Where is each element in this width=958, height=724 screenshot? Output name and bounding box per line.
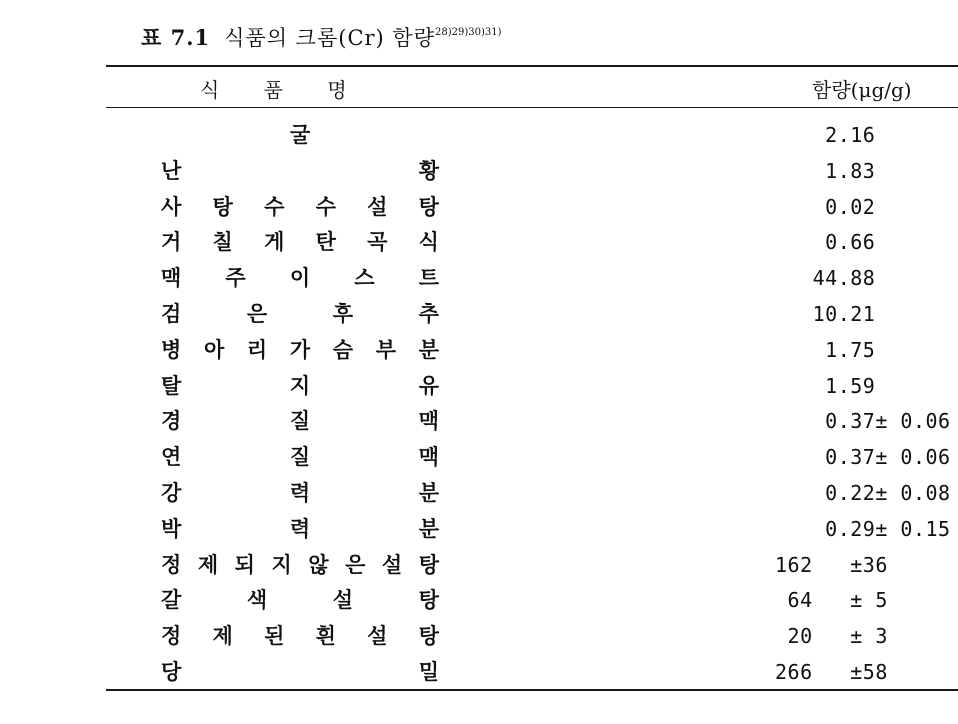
food-name-char: 이: [289, 265, 311, 291]
food-name-char: 트: [418, 265, 439, 291]
food-name-char: 분: [418, 515, 439, 541]
header-food-name: 식 품 명: [200, 78, 347, 102]
food-name-char: 설: [381, 551, 403, 577]
food-name-char: 흰: [315, 623, 336, 649]
food-name-char: 맥: [418, 408, 439, 434]
food-name: [161, 582, 439, 618]
reference-superscript: 28)29)30)31): [435, 27, 502, 38]
food-name-char: 력: [289, 480, 311, 505]
food-name: [230, 117, 370, 153]
food-name-char: 칠: [212, 229, 233, 255]
food-name-char: 박: [161, 515, 182, 541]
food-name-char: 밀: [418, 659, 439, 684]
food-name-char: 강: [161, 480, 182, 505]
content-value: 2.16: [775, 123, 876, 147]
table-row: [0, 547, 958, 583]
table-row: [0, 296, 958, 332]
food-name: [161, 403, 439, 439]
table-row: [0, 475, 958, 511]
food-name-char: 식: [418, 229, 439, 255]
food-name-char: 주: [225, 265, 246, 291]
food-name-char: 수: [315, 193, 336, 219]
table-row: [0, 439, 958, 475]
food-name: [161, 654, 439, 690]
table-row: [0, 403, 958, 439]
food-name-char: 않: [308, 551, 329, 577]
food-name-char: 굴: [289, 122, 311, 147]
table-row: [0, 117, 958, 153]
food-name: [161, 153, 439, 189]
food-name-char: 추: [418, 301, 439, 326]
food-name-char: 지: [271, 551, 292, 577]
food-name-char: 질: [289, 408, 311, 434]
food-name-char: 수: [264, 193, 285, 219]
food-name: [161, 618, 439, 654]
food-name-char: 사: [161, 193, 182, 219]
food-name: [161, 547, 439, 583]
content-value: 64 ± 5: [775, 588, 888, 613]
food-name-char: 게: [264, 229, 285, 255]
food-name: [161, 332, 439, 368]
food-name-char: 황: [418, 157, 439, 183]
table-row: [0, 654, 958, 690]
food-name-char: 아: [203, 336, 225, 362]
table-row: [0, 332, 958, 368]
food-name-char: 탕: [418, 551, 439, 577]
food-name-char: 탕: [418, 193, 439, 219]
food-name-char: 거: [161, 229, 182, 255]
food-name-char: 탕: [418, 587, 439, 613]
food-name-char: 곡: [367, 229, 388, 255]
food-name: [161, 224, 439, 260]
content-value: 0.02: [775, 194, 876, 219]
food-name-char: 설: [367, 623, 388, 649]
content-value: 20 ± 3: [775, 624, 888, 649]
food-name-char: 병: [161, 336, 182, 362]
table-caption: [141, 22, 502, 52]
food-name: [161, 260, 439, 296]
table-bottom-rule: [106, 689, 958, 691]
food-name-char: 질: [289, 444, 311, 470]
content-value: 1.59: [775, 373, 876, 398]
table-row: [0, 582, 958, 618]
food-name-char: 된: [264, 623, 285, 649]
content-value: 0.37± 0.06: [775, 409, 951, 434]
food-name-char: 탄: [315, 229, 336, 255]
content-value: 162 ±36: [775, 552, 888, 577]
table-number: 표 7.1: [141, 25, 211, 50]
food-name-char: 당: [161, 659, 182, 684]
content-value: 1.75: [775, 337, 876, 362]
table-row: [0, 511, 958, 547]
food-name-char: 검: [161, 301, 182, 326]
food-name-char: 탈: [161, 372, 182, 398]
content-value: 266 ±58: [775, 660, 888, 684]
table-row: [0, 260, 958, 296]
food-name-char: 제: [197, 551, 219, 577]
food-name-char: 부: [375, 336, 396, 362]
food-name-char: 색: [246, 587, 268, 613]
food-name-char: 슴: [332, 336, 354, 362]
food-name-char: 맥: [418, 444, 439, 470]
table-header-rule: [106, 107, 958, 108]
content-value: 44.88: [775, 266, 876, 291]
food-name-char: 되: [234, 551, 255, 577]
food-name-char: 지: [289, 372, 311, 398]
food-name-char: 경: [161, 408, 182, 434]
content-value: 0.37± 0.06: [775, 445, 951, 470]
food-name-char: 제: [212, 623, 233, 649]
food-name-char: 분: [418, 480, 439, 505]
food-name-char: 정: [161, 551, 182, 577]
food-name-char: 가: [289, 336, 311, 362]
food-name-char: 설: [367, 193, 388, 219]
food-name: [161, 511, 439, 547]
content-value: 0.66: [775, 230, 876, 255]
table-row: [0, 153, 958, 189]
food-name: [161, 189, 439, 225]
table-row: [0, 368, 958, 404]
food-name-char: 갈: [161, 587, 182, 613]
food-name-char: 연: [161, 444, 182, 470]
food-name-char: 후: [332, 301, 354, 326]
table-title: 식품의 크롬(Cr) 함량: [224, 26, 435, 50]
food-name: [161, 439, 439, 475]
table-top-rule: [106, 65, 958, 67]
food-name-char: 난: [161, 157, 182, 183]
food-name-char: 정: [161, 623, 182, 649]
food-name-char: 은: [345, 551, 366, 577]
food-name-char: 맥: [161, 265, 182, 291]
food-name-char: 유: [418, 372, 439, 398]
food-name-char: 스: [354, 265, 375, 291]
food-name: [161, 368, 439, 404]
food-name-char: 은: [246, 301, 268, 326]
content-value: 10.21: [775, 302, 876, 326]
food-name-char: 리: [246, 336, 268, 362]
content-value: 0.29± 0.15: [775, 516, 951, 541]
content-value: 0.22± 0.08: [775, 481, 951, 505]
food-name-char: 분: [418, 336, 439, 362]
food-name-char: 설: [332, 587, 354, 613]
content-value: 1.83: [775, 158, 876, 183]
food-name: [161, 296, 439, 332]
table-row: [0, 224, 958, 260]
food-name-char: 탕: [212, 193, 233, 219]
food-name-char: 력: [289, 515, 311, 541]
table-row: [0, 189, 958, 225]
table-row: [0, 618, 958, 654]
food-name: [161, 475, 439, 511]
header-content: 함량(μg/g): [812, 78, 912, 102]
food-name-char: 탕: [418, 623, 439, 649]
